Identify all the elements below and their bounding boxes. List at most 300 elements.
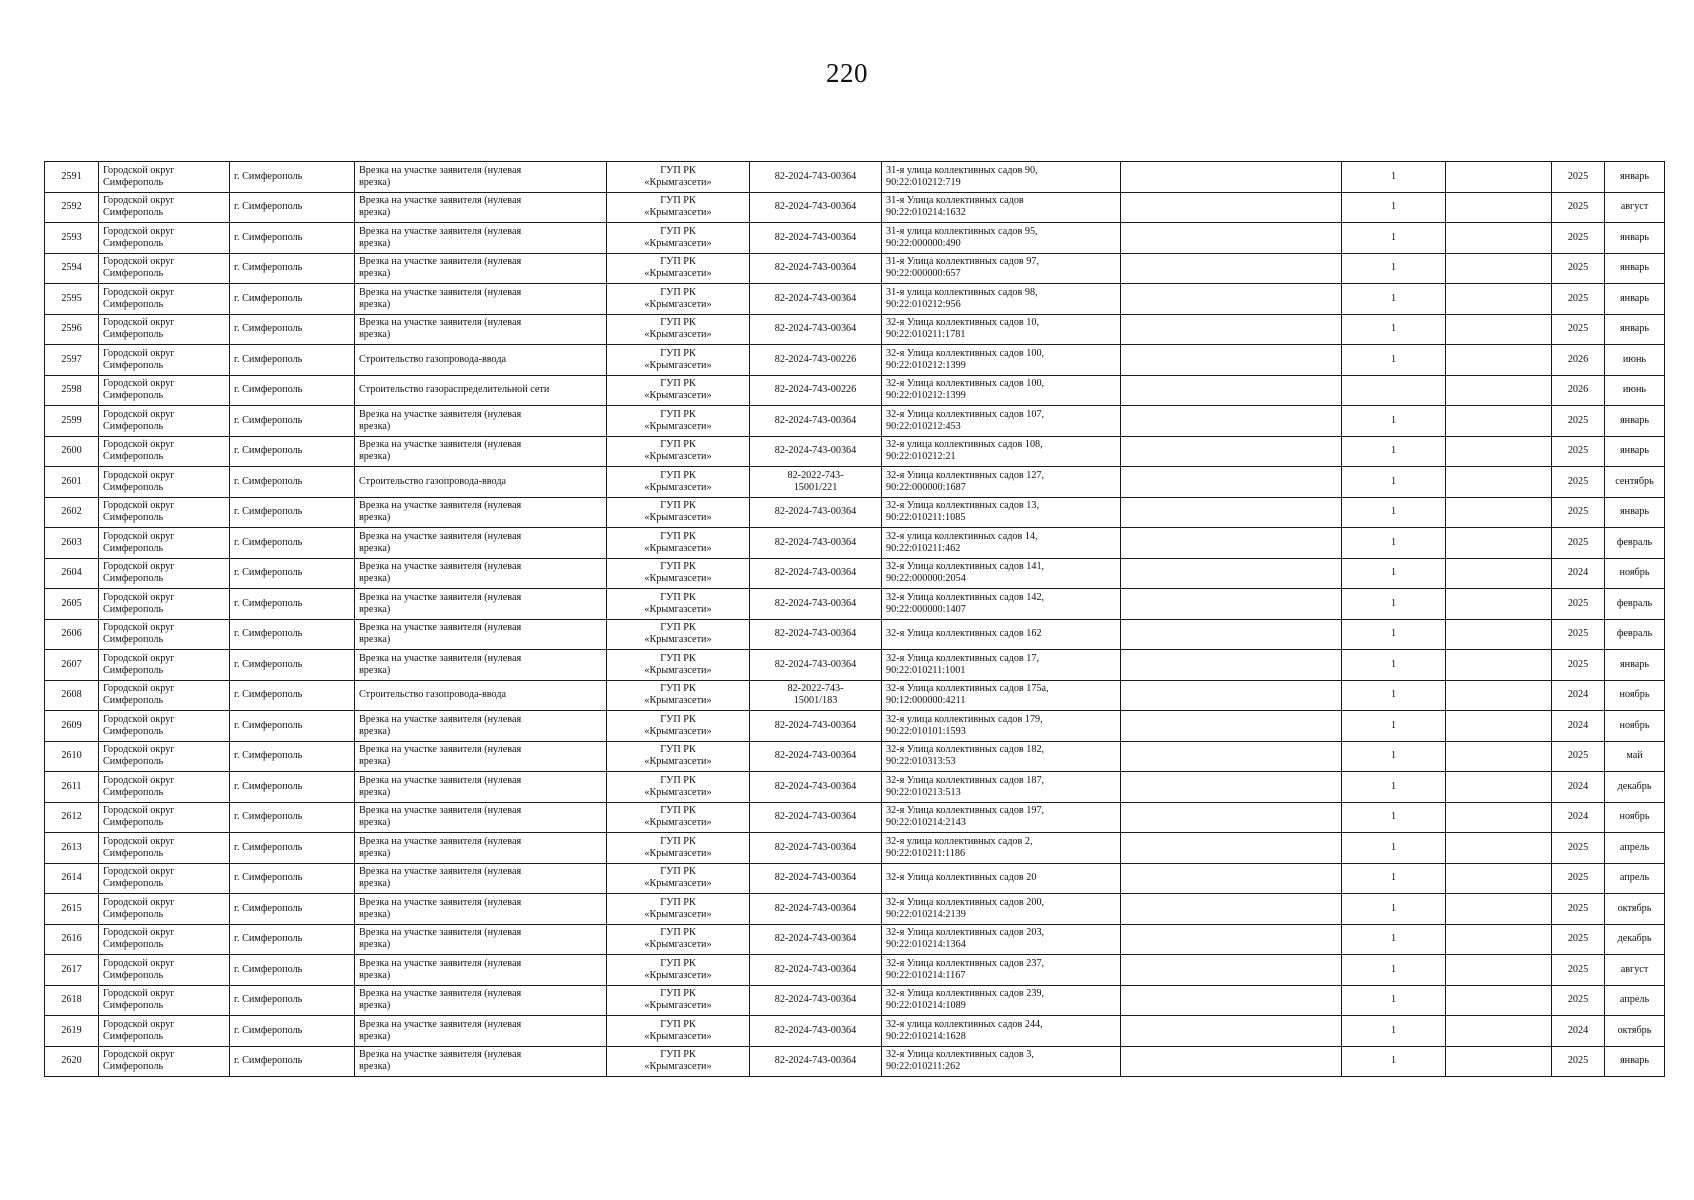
table-row [45, 1046, 1665, 1077]
cell-empty [1121, 650, 1342, 681]
cell-quantity: 1 [1342, 924, 1446, 955]
table-row [45, 528, 1665, 559]
cell-work-type [355, 741, 607, 772]
cell-year: 2024 [1552, 1016, 1605, 1047]
cell-district [99, 924, 230, 955]
cell-month: февраль [1605, 589, 1665, 620]
cell-row-number: 2604 [45, 558, 99, 589]
cell-address-line: 90:22:010214:1632 [886, 207, 966, 219]
cell-district-line: Симферополь [103, 725, 164, 737]
cell-contractor-line: «Крымгазсети» [644, 1030, 712, 1042]
cell-contractor-line: ГУП РК [660, 195, 696, 207]
cell-contractor [607, 589, 750, 620]
cell-document-number-line: 82-2024-743-00364 [774, 811, 857, 823]
cell-town: г. Симферополь [230, 1046, 355, 1077]
cell-work-type [355, 528, 607, 559]
cell-address [882, 619, 1121, 650]
cell-quantity: 1 [1342, 253, 1446, 284]
gasification-schedule-table [44, 161, 1665, 1077]
cell-document-number [750, 436, 882, 467]
cell-district-line: Городской округ [103, 835, 175, 847]
cell-work-type [355, 406, 607, 437]
table-row [45, 772, 1665, 803]
cell-town: г. Симферополь [230, 375, 355, 406]
cell-document-number [750, 253, 882, 284]
cell-address-line: 32-я Улица коллективных садов 17, [886, 652, 1040, 664]
cell-district-line: Симферополь [103, 1000, 164, 1012]
cell-empty [1446, 802, 1552, 833]
cell-town: г. Симферополь [230, 863, 355, 894]
cell-contractor-line: «Крымгазсети» [644, 603, 712, 615]
cell-contractor [607, 162, 750, 193]
cell-document-number-line: 82-2024-743-00364 [774, 1024, 857, 1036]
cell-address-line: 90:22:010212:453 [886, 420, 961, 432]
cell-row-number: 2610 [45, 741, 99, 772]
cell-district [99, 863, 230, 894]
cell-quantity: 1 [1342, 1016, 1446, 1047]
cell-address [882, 497, 1121, 528]
cell-empty [1121, 802, 1342, 833]
cell-work-type [355, 680, 607, 711]
cell-district-line: Городской округ [103, 378, 175, 390]
cell-address-line: 31-я улица коллективных садов 98, [886, 286, 1038, 298]
cell-contractor-line: ГУП РК [660, 408, 696, 420]
cell-work-type-line: Строительство газопровода-ввода [359, 689, 507, 701]
cell-empty [1446, 1016, 1552, 1047]
cell-quantity: 1 [1342, 833, 1446, 864]
table-row [45, 833, 1665, 864]
cell-work-type [355, 375, 607, 406]
cell-contractor-line: «Крымгазсети» [644, 969, 712, 981]
cell-district [99, 955, 230, 986]
cell-document-number-line: 82-2022-743- [787, 469, 844, 481]
table-row [45, 284, 1665, 315]
cell-month: декабрь [1605, 924, 1665, 955]
cell-work-type-line: Врезка на участке заявителя (нулевая [359, 317, 522, 329]
cell-document-number [750, 955, 882, 986]
table-row [45, 619, 1665, 650]
cell-address [882, 162, 1121, 193]
cell-year: 2025 [1552, 741, 1605, 772]
cell-row-number: 2611 [45, 772, 99, 803]
cell-contractor-line: ГУП РК [660, 805, 696, 817]
cell-work-type-line: Врезка на участке заявителя (нулевая [359, 530, 522, 542]
cell-town: г. Симферополь [230, 619, 355, 650]
cell-contractor-line: «Крымгазсети» [644, 207, 712, 219]
cell-work-type-line: Строительство газопровода-ввода [359, 353, 507, 365]
cell-address-line: 32-я Улица коллективных садов 13, [886, 500, 1040, 512]
cell-empty [1121, 497, 1342, 528]
cell-year: 2025 [1552, 162, 1605, 193]
cell-town: г. Симферополь [230, 192, 355, 223]
cell-year: 2025 [1552, 924, 1605, 955]
cell-contractor [607, 985, 750, 1016]
cell-district [99, 985, 230, 1016]
cell-contractor-line: ГУП РК [660, 561, 696, 573]
cell-year: 2025 [1552, 497, 1605, 528]
table-row [45, 680, 1665, 711]
cell-district-line: Симферополь [103, 1030, 164, 1042]
cell-work-type-line: врезка) [359, 969, 391, 981]
cell-quantity: 1 [1342, 711, 1446, 742]
cell-row-number: 2591 [45, 162, 99, 193]
cell-month: январь [1605, 406, 1665, 437]
cell-year: 2025 [1552, 650, 1605, 681]
cell-town: г. Симферополь [230, 680, 355, 711]
cell-district [99, 223, 230, 254]
cell-contractor-line: «Крымгазсети» [644, 1061, 712, 1073]
cell-work-type-line: врезка) [359, 939, 391, 951]
cell-document-number-line: 82-2024-743-00364 [774, 445, 857, 457]
cell-district [99, 1046, 230, 1077]
table-row [45, 985, 1665, 1016]
cell-contractor-line: ГУП РК [660, 439, 696, 451]
cell-work-type [355, 863, 607, 894]
cell-document-number [750, 345, 882, 376]
cell-year: 2025 [1552, 284, 1605, 315]
cell-month: январь [1605, 436, 1665, 467]
cell-document-number-line: 82-2024-743-00364 [774, 201, 857, 213]
cell-document-number-line: 82-2024-743-00364 [774, 170, 857, 182]
cell-work-type-line: Врезка на участке заявителя (нулевая [359, 408, 522, 420]
cell-work-type-line: Врезка на участке заявителя (нулевая [359, 652, 522, 664]
cell-month: август [1605, 192, 1665, 223]
cell-work-type-line: Врезка на участке заявителя (нулевая [359, 225, 522, 237]
cell-document-number [750, 162, 882, 193]
cell-quantity: 1 [1342, 223, 1446, 254]
cell-empty [1446, 375, 1552, 406]
cell-month: январь [1605, 497, 1665, 528]
cell-month: январь [1605, 314, 1665, 345]
cell-contractor-line: ГУП РК [660, 744, 696, 756]
cell-district [99, 802, 230, 833]
cell-contractor-line: «Крымгазсети» [644, 390, 712, 402]
cell-year: 2024 [1552, 772, 1605, 803]
cell-quantity: 1 [1342, 894, 1446, 925]
cell-address [882, 955, 1121, 986]
cell-contractor-line: «Крымгазсети» [644, 573, 712, 585]
cell-empty [1446, 955, 1552, 986]
cell-work-type-line: Врезка на участке заявителя (нулевая [359, 957, 522, 969]
cell-row-number: 2617 [45, 955, 99, 986]
cell-empty [1446, 711, 1552, 742]
cell-address-line: 90:22:010214:2139 [886, 908, 966, 920]
cell-document-number [750, 284, 882, 315]
cell-district [99, 558, 230, 589]
cell-district-line: Городской округ [103, 256, 175, 268]
cell-empty [1121, 833, 1342, 864]
cell-document-number [750, 467, 882, 498]
cell-district-line: Симферополь [103, 878, 164, 890]
cell-contractor [607, 497, 750, 528]
cell-document-number-line: 82-2024-743-00364 [774, 597, 857, 609]
cell-contractor [607, 284, 750, 315]
cell-district [99, 345, 230, 376]
cell-empty [1121, 558, 1342, 589]
cell-address-line: 90:22:010212:1399 [886, 359, 966, 371]
cell-work-type [355, 314, 607, 345]
cell-year: 2025 [1552, 528, 1605, 559]
cell-district [99, 894, 230, 925]
cell-quantity: 1 [1342, 863, 1446, 894]
cell-month: январь [1605, 253, 1665, 284]
cell-empty [1446, 345, 1552, 376]
cell-work-type [355, 924, 607, 955]
cell-year: 2025 [1552, 1046, 1605, 1077]
cell-district-line: Городской округ [103, 1018, 175, 1030]
cell-year: 2025 [1552, 253, 1605, 284]
cell-address-line: 90:22:010214:1089 [886, 1000, 966, 1012]
cell-town: г. Симферополь [230, 345, 355, 376]
cell-address-line: 90:22:010211:1001 [886, 664, 966, 676]
cell-work-type-line: врезка) [359, 237, 391, 249]
cell-town: г. Симферополь [230, 558, 355, 589]
cell-district-line: Городской округ [103, 317, 175, 329]
cell-contractor-line: «Крымгазсети» [644, 725, 712, 737]
cell-contractor [607, 955, 750, 986]
cell-address [882, 680, 1121, 711]
cell-year: 2025 [1552, 833, 1605, 864]
cell-town: г. Симферополь [230, 284, 355, 315]
cell-empty [1446, 162, 1552, 193]
cell-month: ноябрь [1605, 680, 1665, 711]
cell-contractor-line: «Крымгазсети» [644, 695, 712, 707]
cell-document-number-line: 82-2024-743-00364 [774, 292, 857, 304]
cell-contractor-line: «Крымгазсети» [644, 359, 712, 371]
cell-document-number [750, 192, 882, 223]
cell-contractor-line: «Крымгазсети» [644, 420, 712, 432]
cell-empty [1446, 223, 1552, 254]
cell-contractor-line: «Крымгазсети» [644, 1000, 712, 1012]
cell-document-number [750, 619, 882, 650]
cell-town: г. Симферополь [230, 833, 355, 864]
cell-work-type-line: Врезка на участке заявителя (нулевая [359, 896, 522, 908]
cell-row-number: 2601 [45, 467, 99, 498]
cell-address-line: 90:22:010214:2143 [886, 817, 966, 829]
cell-document-number-line: 82-2024-743-00364 [774, 231, 857, 243]
cell-district-line: Городской округ [103, 164, 175, 176]
cell-row-number: 2616 [45, 924, 99, 955]
cell-contractor-line: «Крымгазсети» [644, 481, 712, 493]
cell-empty [1446, 497, 1552, 528]
cell-row-number: 2597 [45, 345, 99, 376]
cell-work-type [355, 558, 607, 589]
cell-document-number-line: 82-2024-743-00364 [774, 1055, 857, 1067]
cell-district-line: Симферополь [103, 268, 164, 280]
cell-document-number [750, 711, 882, 742]
cell-work-type-line: врезка) [359, 573, 391, 585]
cell-contractor [607, 772, 750, 803]
cell-document-number [750, 680, 882, 711]
cell-month: апрель [1605, 985, 1665, 1016]
cell-work-type-line: врезка) [359, 268, 391, 280]
cell-town: г. Симферополь [230, 1016, 355, 1047]
cell-quantity: 1 [1342, 955, 1446, 986]
cell-document-number-line: 82-2024-743-00364 [774, 414, 857, 426]
cell-contractor [607, 1046, 750, 1077]
cell-contractor-line: ГУП РК [660, 927, 696, 939]
cell-empty [1446, 863, 1552, 894]
cell-district-line: Симферополь [103, 817, 164, 829]
table-body [45, 162, 1665, 1077]
cell-document-number [750, 741, 882, 772]
cell-address-line: 90:22:010211:262 [886, 1061, 961, 1073]
cell-town: г. Симферополь [230, 955, 355, 986]
cell-quantity: 1 [1342, 772, 1446, 803]
cell-work-type [355, 711, 607, 742]
cell-address-line: 32-я Улица коллективных садов 200, [886, 896, 1045, 908]
cell-quantity: 1 [1342, 680, 1446, 711]
cell-contractor-line: ГУП РК [660, 347, 696, 359]
cell-row-number: 2600 [45, 436, 99, 467]
cell-address-line: 90:22:010214:1167 [886, 969, 966, 981]
cell-address-line: 90:22:010212:21 [886, 451, 956, 463]
cell-year: 2024 [1552, 802, 1605, 833]
cell-quantity: 1 [1342, 406, 1446, 437]
cell-work-type [355, 223, 607, 254]
cell-document-number-line: 82-2024-743-00364 [774, 902, 857, 914]
cell-quantity: 1 [1342, 741, 1446, 772]
cell-district-line: Симферополь [103, 237, 164, 249]
cell-contractor-line: «Крымгазсети» [644, 176, 712, 188]
cell-work-type [355, 253, 607, 284]
cell-work-type-line: Врезка на участке заявителя (нулевая [359, 744, 522, 756]
cell-contractor-line: ГУП РК [660, 286, 696, 298]
cell-district-line: Симферополь [103, 634, 164, 646]
cell-year: 2025 [1552, 406, 1605, 437]
cell-document-number [750, 497, 882, 528]
cell-empty [1121, 162, 1342, 193]
cell-district [99, 589, 230, 620]
cell-contractor-line: «Крымгазсети» [644, 268, 712, 280]
cell-row-number: 2605 [45, 589, 99, 620]
cell-district-line: Симферополь [103, 847, 164, 859]
cell-contractor [607, 863, 750, 894]
cell-row-number: 2596 [45, 314, 99, 345]
cell-empty [1121, 894, 1342, 925]
cell-district-line: Симферополь [103, 573, 164, 585]
cell-empty [1446, 772, 1552, 803]
cell-year: 2026 [1552, 375, 1605, 406]
cell-work-type [355, 162, 607, 193]
cell-document-number-line: 15001/221 [793, 481, 838, 493]
cell-empty [1121, 741, 1342, 772]
cell-work-type-line: Врезка на участке заявителя (нулевая [359, 591, 522, 603]
cell-month: апрель [1605, 833, 1665, 864]
cell-town: г. Симферополь [230, 162, 355, 193]
cell-district-line: Городской округ [103, 896, 175, 908]
cell-address-line: 90:22:010214:1364 [886, 939, 966, 951]
cell-row-number: 2593 [45, 223, 99, 254]
cell-row-number: 2612 [45, 802, 99, 833]
cell-town: г. Симферополь [230, 985, 355, 1016]
cell-row-number: 2614 [45, 863, 99, 894]
cell-district-line: Симферополь [103, 939, 164, 951]
table-row [45, 314, 1665, 345]
cell-address-line: 32-я Улица коллективных садов 10, [886, 317, 1040, 329]
cell-district-line: Городской округ [103, 683, 175, 695]
cell-document-number [750, 924, 882, 955]
cell-address [882, 833, 1121, 864]
cell-month: январь [1605, 650, 1665, 681]
cell-work-type [355, 650, 607, 681]
cell-address-line: 32-я Улица коллективных садов 182, [886, 744, 1045, 756]
table-row [45, 436, 1665, 467]
cell-document-number-line: 82-2024-743-00364 [774, 780, 857, 792]
cell-work-type-line: Врезка на участке заявителя (нулевая [359, 256, 522, 268]
cell-work-type-line: врезка) [359, 756, 391, 768]
cell-document-number-line: 82-2024-743-00226 [774, 384, 857, 396]
cell-month: февраль [1605, 528, 1665, 559]
cell-district [99, 619, 230, 650]
cell-document-number [750, 833, 882, 864]
cell-town: г. Симферополь [230, 711, 355, 742]
cell-quantity: 1 [1342, 650, 1446, 681]
cell-district [99, 253, 230, 284]
cell-empty [1446, 558, 1552, 589]
cell-year: 2025 [1552, 863, 1605, 894]
cell-address-line: 32-я Улица коллективных садов 175а, [886, 683, 1049, 695]
cell-work-type-line: Врезка на участке заявителя (нулевая [359, 774, 522, 786]
cell-month: июнь [1605, 375, 1665, 406]
cell-work-type [355, 1046, 607, 1077]
cell-district-line: Симферополь [103, 298, 164, 310]
cell-row-number: 2615 [45, 894, 99, 925]
cell-empty [1121, 284, 1342, 315]
cell-district-line: Городской округ [103, 713, 175, 725]
cell-district [99, 406, 230, 437]
cell-row-number: 2592 [45, 192, 99, 223]
table-row [45, 497, 1665, 528]
cell-contractor [607, 223, 750, 254]
cell-work-type [355, 1016, 607, 1047]
cell-month: январь [1605, 1046, 1665, 1077]
cell-contractor-line: ГУП РК [660, 835, 696, 847]
cell-district-line: Городской округ [103, 622, 175, 634]
cell-work-type-line: Врезка на участке заявителя (нулевая [359, 1049, 522, 1061]
cell-work-type-line: врезка) [359, 298, 391, 310]
cell-empty [1446, 619, 1552, 650]
cell-contractor-line: «Крымгазсети» [644, 878, 712, 890]
cell-empty [1446, 192, 1552, 223]
cell-document-number-line: 82-2022-743- [787, 683, 844, 695]
cell-contractor-line: «Крымгазсети» [644, 512, 712, 524]
cell-district-line: Симферополь [103, 512, 164, 524]
table-row [45, 741, 1665, 772]
cell-empty [1121, 924, 1342, 955]
cell-address-line: 90:22:000000:490 [886, 237, 961, 249]
cell-contractor [607, 802, 750, 833]
cell-address [882, 192, 1121, 223]
cell-contractor-line: «Крымгазсети» [644, 786, 712, 798]
cell-address [882, 223, 1121, 254]
cell-document-number [750, 314, 882, 345]
cell-contractor-line: ГУП РК [660, 1018, 696, 1030]
cell-address [882, 1046, 1121, 1077]
cell-contractor-line: ГУП РК [660, 469, 696, 481]
cell-quantity: 1 [1342, 284, 1446, 315]
cell-district [99, 650, 230, 681]
cell-contractor [607, 345, 750, 376]
cell-month: август [1605, 955, 1665, 986]
cell-town: г. Симферополь [230, 436, 355, 467]
cell-year: 2025 [1552, 467, 1605, 498]
cell-quantity: 1 [1342, 619, 1446, 650]
cell-contractor-line: «Крымгазсети» [644, 939, 712, 951]
cell-address-line: 32-я Улица коллективных садов 100, [886, 347, 1045, 359]
cell-contractor [607, 680, 750, 711]
cell-document-number-line: 82-2024-743-00364 [774, 750, 857, 762]
